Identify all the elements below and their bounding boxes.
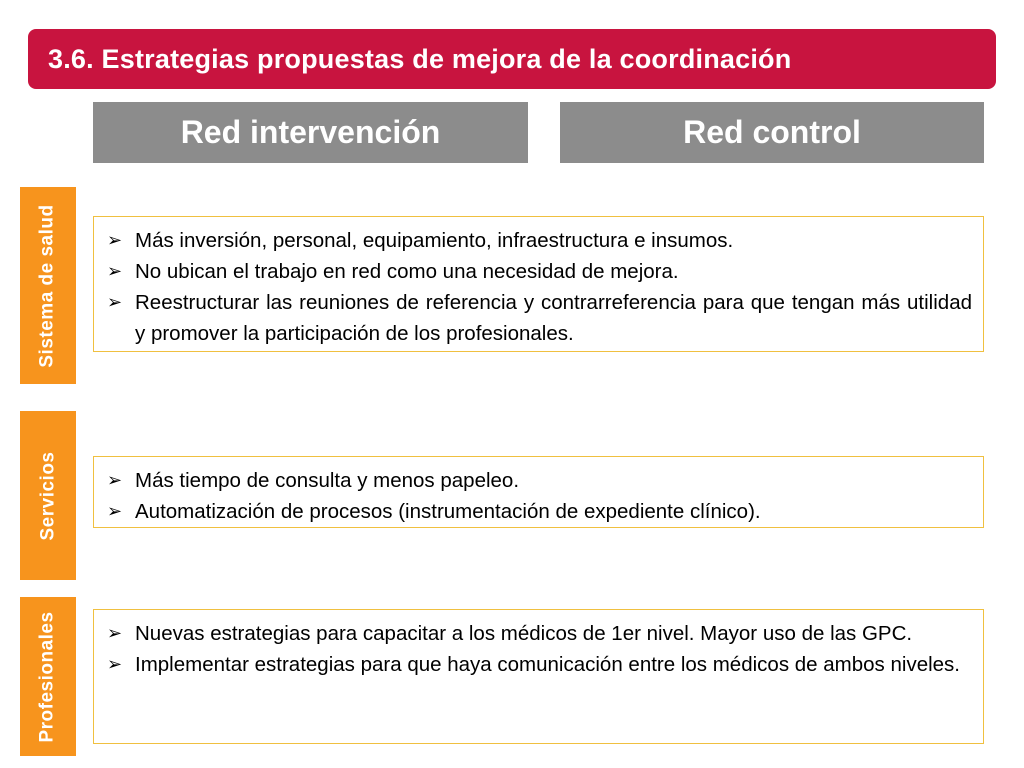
- list-item: [105, 496, 972, 527]
- bullet-list: [105, 225, 972, 349]
- list-item-text: Más tiempo de consulta y menos papeleo.: [135, 469, 520, 492]
- list-item-text: No ubican el trabajo en red como una necesidad de mejora.: [135, 260, 679, 283]
- slide-title-bar: [28, 29, 996, 89]
- arrow-bullet-icon: ➢: [107, 292, 123, 312]
- column-header-red-control: Red control: [560, 102, 984, 163]
- list-item-text: Reestructurar las reuniones de referencia y contrarreferencia para que tengan más utilidad y promover la participación de los profesionales.: [135, 291, 972, 345]
- section-label: Profesionales: [37, 610, 59, 743]
- list-item: [105, 225, 972, 256]
- bullet-list: [105, 618, 972, 680]
- list-item: [105, 465, 972, 496]
- section-tab-servicios: [20, 411, 76, 580]
- section-tab-sistema-de-salud: [20, 187, 76, 384]
- arrow-bullet-icon: ➢: [107, 654, 123, 674]
- arrow-bullet-icon: ➢: [107, 261, 123, 281]
- column-header-red-intervencion: Red intervención: [93, 102, 528, 163]
- list-item-text: Más inversión, personal, equipamiento, infraestructura e insumos.: [135, 229, 734, 252]
- section-box-sistema-de-salud: [93, 216, 984, 352]
- section-box-servicios: [93, 456, 984, 528]
- list-item-text: Automatización de procesos (instrumentación de expediente clínico).: [135, 500, 761, 523]
- arrow-bullet-icon: ➢: [107, 230, 123, 250]
- section-box-profesionales: [93, 609, 984, 744]
- arrow-bullet-icon: ➢: [107, 623, 123, 643]
- list-item-text: Implementar estrategias para que haya comunicación entre los médicos de ambos niveles.: [135, 653, 960, 676]
- arrow-bullet-icon: ➢: [107, 470, 123, 490]
- list-item: [105, 256, 972, 287]
- slide-title: 3.6. Estrategias propuestas de mejora de la coordinación: [48, 43, 792, 74]
- arrow-bullet-icon: ➢: [107, 501, 123, 521]
- section-label: Sistema de salud: [37, 203, 59, 368]
- list-item: [105, 618, 972, 649]
- list-item: [105, 287, 972, 349]
- section-tab-profesionales: [20, 597, 76, 756]
- list-item-text: Nuevas estrategias para capacitar a los médicos de 1er nivel. Mayor uso de las GPC.: [135, 622, 913, 645]
- section-label: Servicios: [37, 451, 58, 540]
- bullet-list: [105, 465, 972, 527]
- list-item: [105, 649, 972, 680]
